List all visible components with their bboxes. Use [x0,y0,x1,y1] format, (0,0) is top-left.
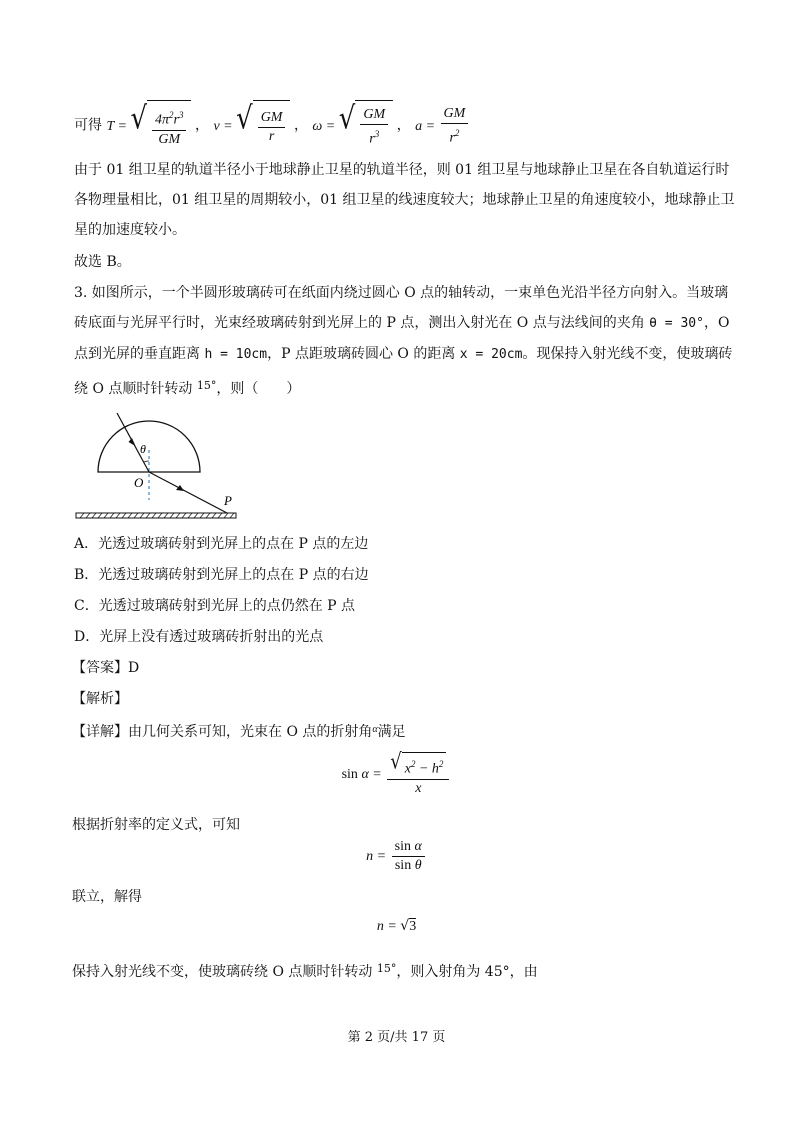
answer-label: 【答案】D [72,660,140,676]
detail-line1-tail: 满足 [377,724,406,740]
question-line3-text: 点到光屏的垂直距离 [74,346,200,362]
label-theta: θ [140,442,146,456]
formula-period: T = √ $\frac{4\pi^2r^3}{GM}$ [106,119,195,134]
detail-last-text: 保持入射光线不变，使玻璃砖绕 O 点顺时针转动 [72,964,373,980]
equation-refractive-index: n = $\frac{\text{sin α}}{\text{sin θ}}$ [0,838,793,875]
x-value: x = 20cm [459,347,523,362]
sep-2: ， [293,117,308,134]
h-value: h = 10cm [204,347,268,362]
label-P: P [224,493,232,508]
page-footer: 第 2 页/共 17 页 [347,1030,446,1045]
formula-omega: ω = √ $\frac{GM}{r^3}$ [312,119,396,134]
analysis-label: 【解析】 [72,691,128,707]
question-line4-text: 绕 O 点顺时针转动 [74,381,193,397]
formula-acceleration: a = $\frac{GM}{r^2}$ [415,119,470,134]
refracted-arrow [176,485,184,491]
formula-velocity: v = √ $\frac{GM}{r}$ [213,119,294,134]
detail-line1 [72,720,406,742]
equation-n-result: n = √3 [376,918,417,934]
sep-1: ， [194,117,209,134]
previous-answer: 故选 B。 [74,254,131,270]
incident-arrow [129,438,136,446]
question-line4-tail: ，则（ ） [216,381,301,397]
question-line2 [74,313,729,334]
option-b: B．光透过玻璃砖射到光屏上的点在 P 点的右边 [74,567,369,583]
paragraph1-line2: 各物理量相比，01 组卫星的周期较小，01 组卫星的线速度较大；地球静止卫星的角速度较小，地球静止卫 [74,192,735,208]
question-line2-tail: ，O [703,315,730,331]
paragraph1-line1: 由于 01 组卫星的轨道半径小于地球静止卫星的轨道半径，则 01 组卫星与地球静止卫星在各自轨道运行时 [74,162,730,178]
theta-value: θ = 30° [649,316,704,331]
detail-text2: 根据折射率的定义式，可知 [72,817,240,833]
question-line4 [74,376,300,399]
detail-text3: 联立，解得 [72,889,142,905]
rotation-angle: 15° [196,379,217,392]
detail-line1-text: 【详解】由几何关系可知，光束在 O 点的折射角 [72,724,373,740]
option-c: C．光透过玻璃砖射到光屏上的点仍然在 P 点 [74,598,356,614]
figure-semicircle-glass [72,405,252,525]
option-d: D．光屏上没有透过玻璃砖折射出的光点 [74,629,324,645]
refracted-ray [149,472,227,513]
detail-rotation-angle: 15° [376,962,397,975]
sep-3: ， [396,117,411,134]
question-line1: 3. 如图所示，一个半圆形玻璃砖可在纸面内绕过圆心 O 点的轴转动，一束单色光沿半径方向射入。当玻璃 [74,285,729,301]
detail-last-tail: ，则入射角为 45°，由 [396,964,538,980]
alpha-symbol: α [372,724,378,735]
detail-last-line [72,959,538,982]
label-O: O [134,475,144,490]
formula-line [74,100,470,150]
question-line3-mid: ，P 点距玻璃砖圆心 O 的距离 [267,346,456,362]
formula-prefix: 可得 [74,117,102,134]
question-line2-text: 砖底面与光屏平行时，光束经玻璃砖射到光屏上的 P 点，测出入射光在 O 点与法线间的夹角 [74,315,645,331]
question-line3 [74,344,732,365]
option-a: A．光透过玻璃砖射到光屏上的点在 P 点的左边 [74,536,369,552]
paragraph1-line3: 星的加速度较小。 [74,222,186,238]
equation-sin-alpha: sin α = √ $x^2 - h^2$ x [0,752,793,798]
question-line3-tail: 。现保持入射光线不变，使玻璃砖 [522,346,733,362]
theta-arc [144,461,149,462]
